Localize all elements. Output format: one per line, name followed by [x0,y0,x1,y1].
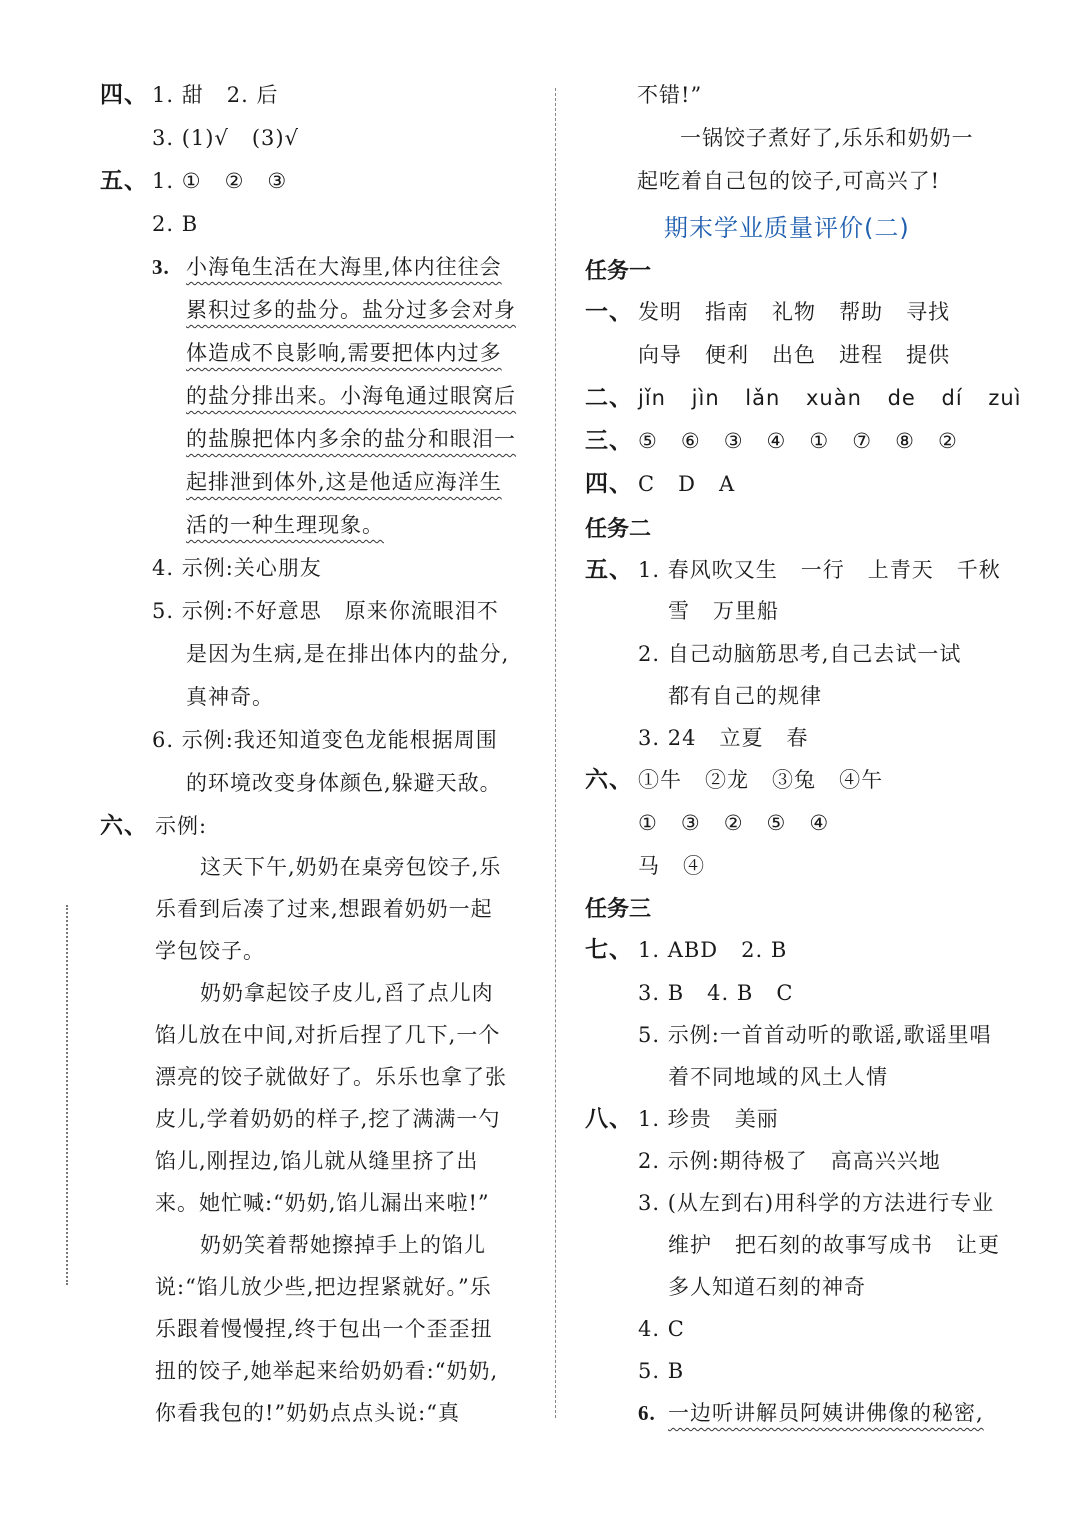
story-cont-line: 一锅饺子煮好了,乐乐和奶奶一 [680,126,974,150]
section-6-label: 六、 [100,812,148,839]
section-heading: 期末学业质量评价(二) [664,214,910,242]
r-section-7-label: 七、 [585,936,633,963]
r7-q5-line: 5. 示例:一首首动听的歌谣,歌谣里唱 [638,1023,992,1047]
s5-answer-6-line: 的环境改变身体颜色,躲避天敌。 [186,771,502,795]
r8-q6-number: 6. [638,1401,656,1425]
r3-answer: ⑤ ⑥ ③ ④ ① ⑦ ⑧ ② [638,429,958,453]
story-cont-line: 起吃着自己包的饺子,可高兴了! [637,169,941,193]
s5-answer-1: 1. ① ② ③ [152,169,288,193]
story-cont-line: 不错!” [637,83,703,107]
r7-answer-line: 1. ABD 2. B [638,938,788,962]
r5-q1-line: 雪 万里船 [668,599,780,623]
r8-answer-2: 2. 示例:期待极了 高高兴兴地 [638,1149,941,1173]
r6-answer-line: 马 ④ [638,854,706,878]
r5-q3: 3. 24 立夏 春 [638,726,809,750]
s5-q3-line: 的盐分排出来。小海龟通过眼窝后 [186,384,516,408]
r8-q6-text: 一边听讲解员阿姨讲佛像的秘密, [668,1401,984,1425]
story-line: 扭的饺子,她举起来给奶奶看:“奶奶, [155,1359,499,1383]
r8-answer-4: 4. C [638,1317,685,1341]
r8-q3-line: 多人知道石刻的神奇 [668,1275,866,1299]
story-line: 你看我包的!”奶奶点点头说:“真 [155,1401,460,1425]
r-section-3-label: 三、 [585,427,633,454]
r8-q3-line: 维护 把石刻的故事写成书 让更 [668,1233,1001,1257]
story-line: 漂亮的饺子就做好了。乐乐也拿了张 [155,1065,507,1089]
story-line: 皮儿,学着奶奶的样子,挖了满满一勺 [155,1107,501,1131]
story-line: 学包饺子。 [155,939,265,963]
story-line: 这天下午,奶奶在桌旁包饺子,乐 [200,855,502,879]
r-section-8-label: 八、 [585,1105,633,1132]
s5-q3-number: 3. [152,255,170,279]
s6-intro: 示例: [155,814,208,838]
s5-q3-line: 起排泄到体外,这是他适应海洋生 [186,470,502,494]
s5-answer-5-line: 真神奇。 [186,685,274,709]
r6-answer-line: ① ③ ② ⑤ ④ [638,811,830,835]
story-line: 来。她忙喊:“奶奶,馅儿漏出来啦!” [155,1191,490,1215]
story-line: 馅儿放在中间,对折后捏了几下,一个 [155,1023,501,1047]
s5-q3-line: 的盐腺把体内多余的盐分和眼泪一 [186,427,516,451]
r2-pinyin: jǐn jìn lǎn xuàn de dí zuì [638,386,1022,410]
r-section-1-label: 一、 [585,298,633,325]
s5-q3-line: 小海龟生活在大海里,体内往往会 [186,255,502,279]
r6-answer-line: ①牛 ②龙 ③兔 ④午 [638,768,884,792]
r1-answer-line: 发明 指南 礼物 帮助 寻找 [638,300,951,324]
r5-q1-line: 1. 春风吹又生 一行 上青天 千秋 [638,558,1001,582]
r5-q2-line: 都有自己的规律 [668,684,822,708]
r7-q5-line: 着不同地域的风土人情 [668,1065,888,1089]
r-section-4-label: 四、 [585,470,633,497]
r8-answer-5: 5. B [638,1359,685,1383]
task-2-title: 任务二 [585,517,652,542]
r7-answer-line: 3. B 4. B C [638,981,794,1005]
r4-answer: C D A [638,472,736,496]
r1-answer-line: 向导 便利 出色 进程 提供 [638,343,951,367]
story-line: 奶奶拿起饺子皮儿,舀了点儿肉 [200,981,494,1005]
section-4-label: 四、 [100,81,148,108]
section-5-label: 五、 [100,167,148,194]
column-divider [555,88,556,1418]
story-line: 奶奶笑着帮她擦掉手上的馅儿 [200,1233,486,1257]
story-line: 馅儿,刚捏边,馅儿就从缝里挤了出 [155,1149,479,1173]
s5-answer-6-line: 6. 示例:我还知道变色龙能根据周围 [152,728,498,752]
r8-q3-line: 3. (从左到右)用科学的方法进行专业 [638,1191,995,1215]
s5-answer-2: 2. B [152,212,199,236]
s5-q3-line: 活的一种生理现象。 [186,513,384,537]
binding-margin-line [66,905,68,1285]
r5-q2-line: 2. 自己动脑筋思考,自己去试一试 [638,642,962,666]
r-section-6-label: 六、 [585,766,633,793]
s4-answer-2: 3. (1)√ (3)√ [152,126,299,150]
r-section-2-label: 二、 [585,384,633,411]
task-3-title: 任务三 [585,897,652,922]
s5-answer-5-line: 是因为生病,是在排出体内的盐分, [186,642,510,666]
story-line: 乐跟着慢慢捏,终于包出一个歪歪扭 [155,1317,493,1341]
s5-q3-line: 累积过多的盐分。盐分过多会对身 [186,298,516,322]
s5-q3-line: 体造成不良影响,需要把体内过多 [186,341,502,365]
r-section-5-label: 五、 [585,556,633,583]
s4-answer-1: 1. 甜 2. 后 [152,83,279,107]
task-1-title: 任务一 [585,259,652,284]
r8-answer-1: 1. 珍贵 美丽 [638,1107,779,1131]
story-line: 乐看到后凑了过来,想跟着奶奶一起 [155,897,493,921]
s5-answer-4: 4. 示例:关心朋友 [152,556,322,580]
story-line: 说:“馅儿放少些,把边捏紧就好。”乐 [155,1275,492,1299]
s5-answer-5-line: 5. 示例:不好意思 原来你流眼泪不 [152,599,499,623]
